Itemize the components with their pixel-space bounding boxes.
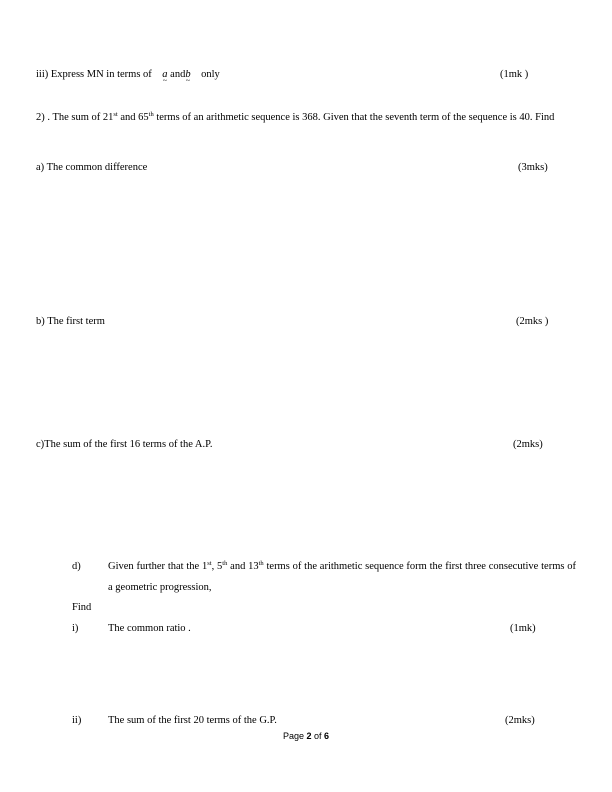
intro-text-1: The sum of 21 — [52, 112, 114, 123]
d-text-3: and 13 — [227, 561, 259, 572]
d-sup-3: th — [258, 560, 264, 567]
intro-text-3: terms of an arithmetic sequence is 368. Given that the seventh term of the sequence is 40. Find — [153, 112, 555, 123]
question-2d-ii-text: The sum of the first 20 terms of the G.P. — [108, 715, 277, 726]
question-2a — [36, 162, 147, 173]
question-2-number: 2) . — [36, 112, 50, 123]
d-text-4: terms of the arithmetic sequence form the first three consecutive terms of a geometric progression, — [108, 561, 577, 593]
question-iii-text-after: only — [201, 69, 220, 80]
d-sup-1: st — [207, 560, 212, 567]
page-footer — [0, 731, 612, 741]
footer-total-pages: 6 — [324, 731, 330, 741]
question-2c-label: c) — [36, 439, 45, 450]
question-2d-label: d) — [72, 561, 81, 572]
question-iii-text: Express MN in terms of — [50, 69, 152, 80]
intro-sup-2: th — [148, 111, 154, 118]
footer-current-page: 2 — [306, 731, 312, 741]
intro-text-2: and 65 — [117, 112, 149, 123]
question-iii-marks: (1mk ) — [500, 69, 529, 80]
question-iii — [36, 69, 220, 80]
vector-a: a ~ — [162, 69, 167, 80]
d-sup-2: th — [222, 560, 228, 567]
question-2c-marks: (2mks) — [513, 439, 543, 450]
question-2b — [36, 316, 105, 327]
question-2d-text — [108, 556, 576, 598]
question-2d-i-label: i) — [72, 623, 79, 634]
question-2b-label: b) — [36, 316, 45, 327]
question-2-intro — [36, 107, 578, 128]
question-2d-i-marks: (1mk) — [510, 623, 536, 634]
question-2d-ii-label: ii) — [72, 715, 82, 726]
vector-b: b ~ — [185, 69, 190, 80]
and-word: and — [170, 69, 186, 80]
question-2d-i-text: The common ratio . — [108, 623, 191, 634]
d-text-2: , 5 — [211, 561, 223, 572]
question-2b-text: The first term — [47, 316, 105, 327]
question-iii-label: iii) — [36, 69, 49, 80]
question-2a-label: a) — [36, 162, 45, 173]
footer-of: of — [311, 731, 325, 741]
footer-prefix: Page — [282, 731, 307, 741]
question-2a-text: The common difference — [46, 162, 148, 173]
question-2c — [36, 439, 212, 450]
question-2c-text: The sum of the first 16 terms of the A.P. — [44, 439, 213, 450]
d-text-1: Given further that the 1 — [108, 561, 208, 572]
intro-sup-1: st — [113, 111, 118, 118]
question-2b-marks: (2mks ) — [516, 316, 549, 327]
question-2a-marks: (3mks) — [518, 162, 548, 173]
question-2d-ii-marks: (2mks) — [505, 715, 535, 726]
find-label: Find — [72, 602, 92, 613]
